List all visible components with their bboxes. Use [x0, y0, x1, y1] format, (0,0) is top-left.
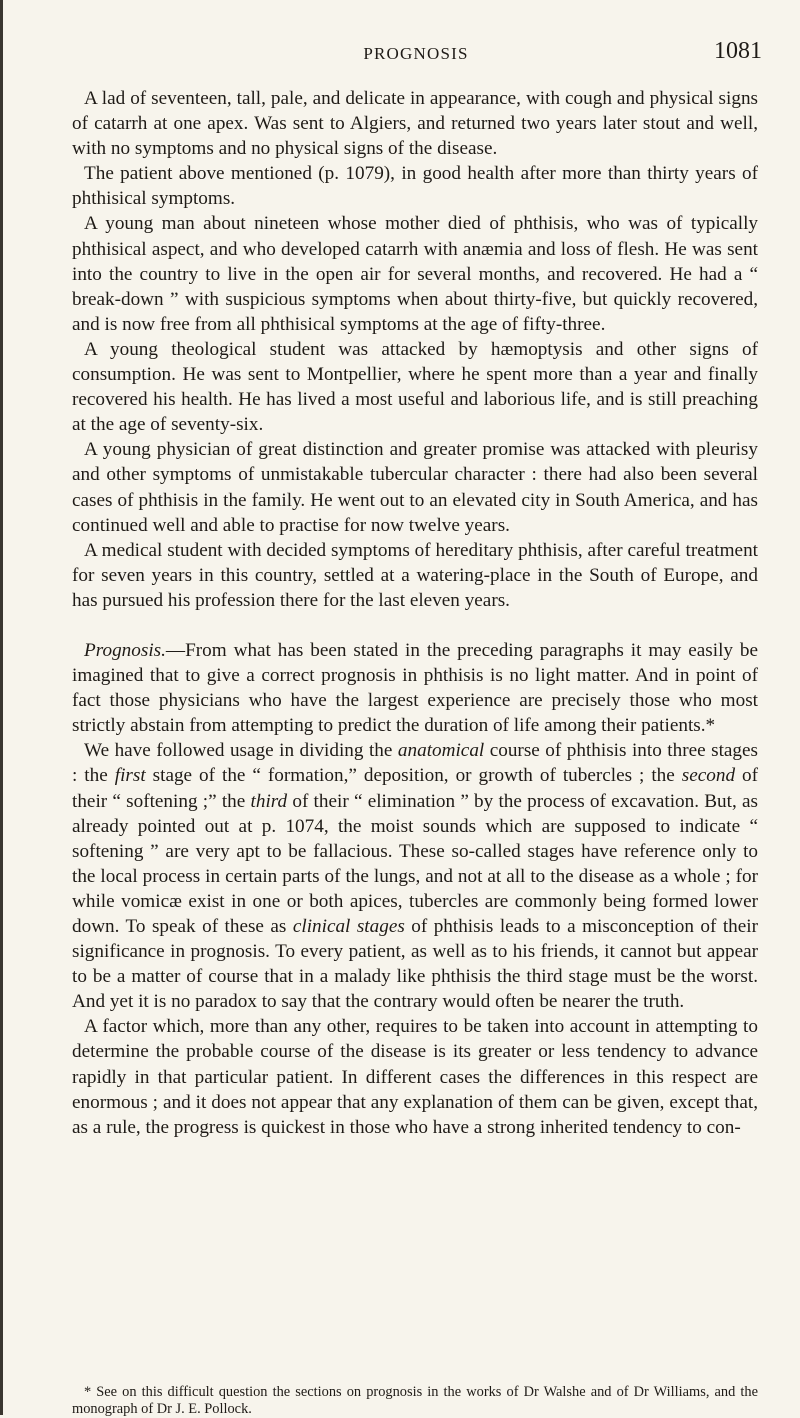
text-run: of their “ elimination ” by the process of excavation. But, as already pointed out at p. 1074, the moist sounds which are supposed to indicate “ softening ” are very apt to be fallacious. These so-called stages have reference only to the local process in certain parts of the lungs, and not at all to the disease as a whole ; for while vomicæ exist in one or both apices, tubercles are commonly being formed lower down. To speak of these as [72, 790, 758, 937]
factor-paragraph: A factor which, more than any other, requires to be taken into account in attempting to determine the probable course of the disease is its greater or less tendency to advance rapidly in that particular patient. In different cases the differences in this respect are enormous ; and it does not appear that any explanation of them can be given, except that, as a rule, the progress is quickest in those who have a strong inherited tendency to con- [72, 1016, 758, 1138]
text-run: stage of the “ formation,” deposition, or growth of tubercles ; the [145, 765, 682, 787]
italic-term: first [114, 765, 146, 787]
case-paragraph: A lad of seventeen, tall, pale, and delicate in appearance, with cough and physical signs of catarrh at one apex. Was sent to Algiers, and returned two years later stout and well, with no symptoms and no physical signs of the disease. [72, 88, 758, 160]
case-paragraph: A young theological student was attacked by hæmoptysis and other signs of consumption. He was sent to Montpellier, where he spent more than a year and finally recovered his health. He has lived a most useful and laborious life, and is still preaching at the age of seventy-six. [72, 338, 758, 436]
page-edge [0, 0, 3, 1415]
case-paragraph: The patient above mentioned (p. 1079), in good health after more than thirty years of phthisical symptoms. [72, 163, 758, 210]
case-paragraph: A young physician of great distinction and greater promise was attacked with pleurisy and other symptoms of unmistakable tubercular character : there had also been several cases of phthisis in the family. He went out to an elevated city in South America, and has continued well and able to practise for now twelve years. [72, 439, 758, 536]
page-header [70, 38, 762, 70]
text-run: We have followed usage in dividing the [84, 740, 398, 762]
prognosis-paragraph [72, 638, 758, 738]
text-run: course of phthisis into three stages : the [72, 740, 758, 787]
case-paragraph: A young man about nineteen whose mother died of phthisis, who was of typically phthisical aspect, and who developed catarrh with anæmia and loss of flesh. He was sent into the country to live in the open air for several months, and recovered. He had a “ break-down ” with suspicious symptoms when about thirty-five, but quickly recovered, and is now free from all phthisical symptoms at the age of fifty-three. [72, 213, 758, 335]
page-number: 1081 [714, 38, 762, 64]
italic-term: clinical stages [292, 916, 405, 937]
text-run: of their “ softening ;” the [72, 765, 759, 812]
section-heading: Prognosis. [84, 639, 166, 661]
italic-term: second [681, 765, 736, 787]
paragraph-text: —From what has been stated in the preceding paragraphs it may easily be imagined that to give a correct prognosis in phthisis is no light matter. And in point of fact those physicians who have the largest experience are precisely those who most strictly abstain from attempting to predict the duration of life among their patients.* [72, 639, 758, 737]
stages-paragraph [72, 738, 758, 1014]
running-title: PROGNOSIS [363, 44, 469, 63]
case-paragraph: A medical student with decided symptoms of hereditary phthisis, after careful treatment for seven years in this country, settled at a watering-place in the South of Europe, and has pursued his profession there for the last eleven years. [72, 539, 758, 611]
page-body [72, 86, 758, 1140]
text-run: of phthisis leads to a misconception of their significance in prognosis. To every patient, as well as to his friends, it cannot but appear to be a matter of course that in a malady like phthisis the third stage must be the worst. And yet it is no paradox to say that the contrary would often be nearer the truth. [72, 916, 759, 1013]
italic-term: third [250, 790, 288, 812]
footnote: * See on this difficult question the sections on prognosis in the works of Dr Walshe and of Dr Williams, and the monograph of Dr J. E. Pollock. [72, 1384, 758, 1417]
italic-term: anatomical [397, 740, 485, 762]
